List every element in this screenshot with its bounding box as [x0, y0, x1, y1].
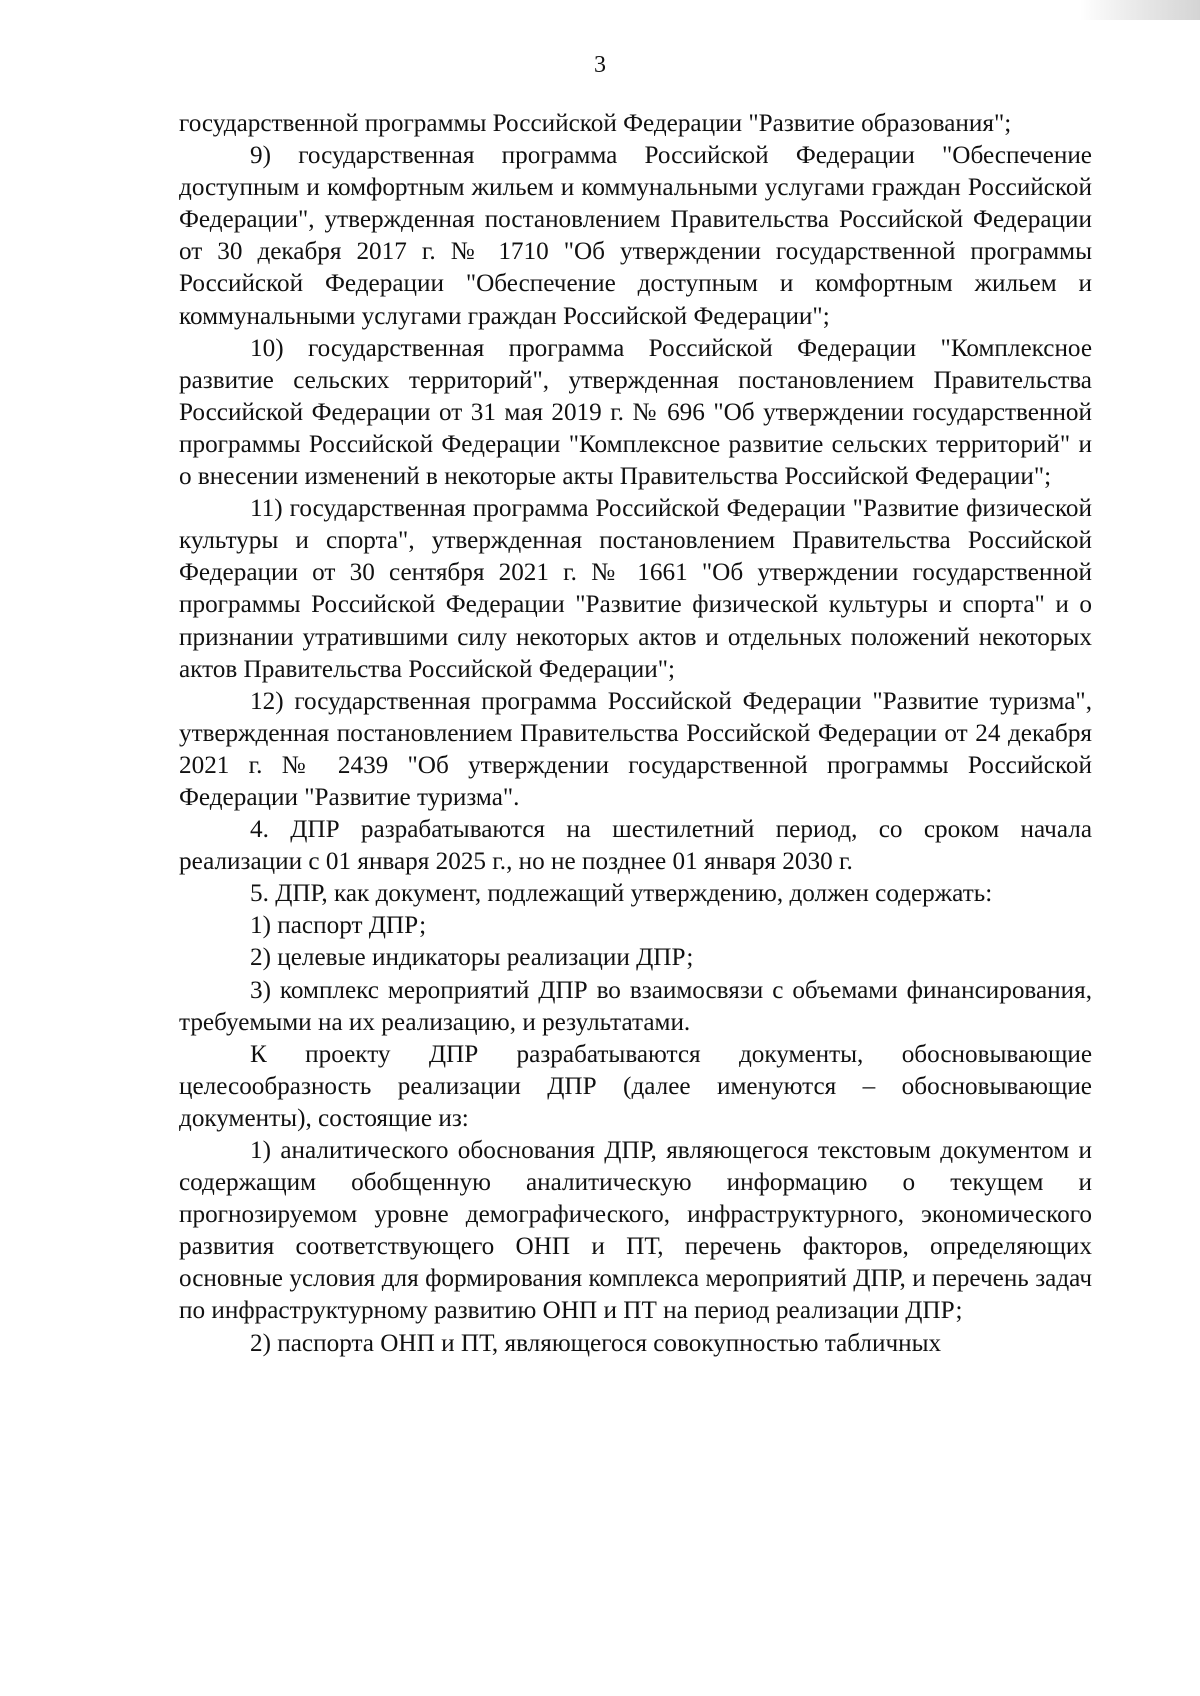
paragraph-item-9: 9) государственная программа Российской Федерации "Обеспечение доступным и комфортным жильем и коммунальными услугами граждан Российской Федерации", утвержденная постановлением Правительства Российской Федерации от 30 декабря 2017 г. № 1710 "Об утверждении государственной программы Российской Федерации "Обеспечение доступным и комфортным жильем и коммунальными услугами граждан Российской Федерации";	[179, 142, 1092, 330]
paragraph-justification-1: 1) аналитического обоснования ДПР, являющегося текстовым документом и содержащим обобщенную аналитическую информацию о текущем и прогнозируемом уровне демографического, инфраструктурного, экономического развития соответствующего ОНП и ПТ, перечень факторов, определяющих основные условия для формирования комплекса мероприятий ДПР, и перечень задач по инфраструктурному развитию ОНП и ПТ на период реализации ДПР;	[179, 1137, 1092, 1325]
paragraph-sub-1: 1) паспорт ДПР;	[250, 912, 427, 940]
scan-artifact	[1080, 0, 1200, 20]
paragraph-sub-2: 2) целевые индикаторы реализации ДПР;	[250, 944, 694, 972]
document-body	[179, 108, 1092, 1360]
paragraph-justification-intro: К проекту ДПР разрабатываются документы, обосновывающие целесообразность реализации ДПР (далее именуются – обосновывающие документы), состоящие из:	[179, 1040, 1092, 1132]
paragraph-sub-3: 3) комплекс мероприятий ДПР во взаимосвязи с объемами финансирования, требуемыми на их реализацию, и результатами.	[179, 976, 1092, 1036]
paragraph-item-12: 12) государственная программа Российской Федерации "Развитие туризма", утвержденная постановлением Правительства Российской Федерации от 24 декабря 2021 г. № 2439 "Об утверждении государственной программы Российской Федерации "Развитие туризма".	[179, 687, 1092, 811]
paragraph-justification-2: 2) паспорта ОНП и ПТ, являющегося совокупностью табличных	[250, 1329, 942, 1357]
paragraph-section-5: 5. ДПР, как документ, подлежащий утверждению, должен содержать:	[250, 880, 993, 908]
page-number: 3	[594, 52, 606, 78]
paragraph-item-10: 10) государственная программа Российской Федерации "Комплексное развитие сельских территорий", утвержденная постановлением Правительства Российской Федерации от 31 мая 2019 г. № 696 "Об утверждении государственной программы Российской Федерации "Комплексное развитие сельских территорий" и о внесении изменений в некоторые акты Правительства Российской Федерации";	[179, 334, 1092, 491]
paragraph-section-4: 4. ДПР разрабатываются на шестилетний период, со сроком начала реализации с 01 января 2025 г., но не позднее 01 января 2030 г.	[179, 816, 1092, 876]
paragraph-item-11: 11) государственная программа Российской Федерации "Развитие физической культуры и спорта", утвержденная постановлением Правительства Российской Федерации от 30 сентября 2021 г. № 1661 "Об утверждении государственной программы Российской Федерации "Развитие физической культуры и спорта" и о признании утратившими силу некоторых актов и отдельных положений некоторых актов Правительства Российской Федерации";	[179, 495, 1092, 683]
paragraph-continuation: государственной программы Российской Федерации "Развитие образования";	[179, 110, 1012, 137]
